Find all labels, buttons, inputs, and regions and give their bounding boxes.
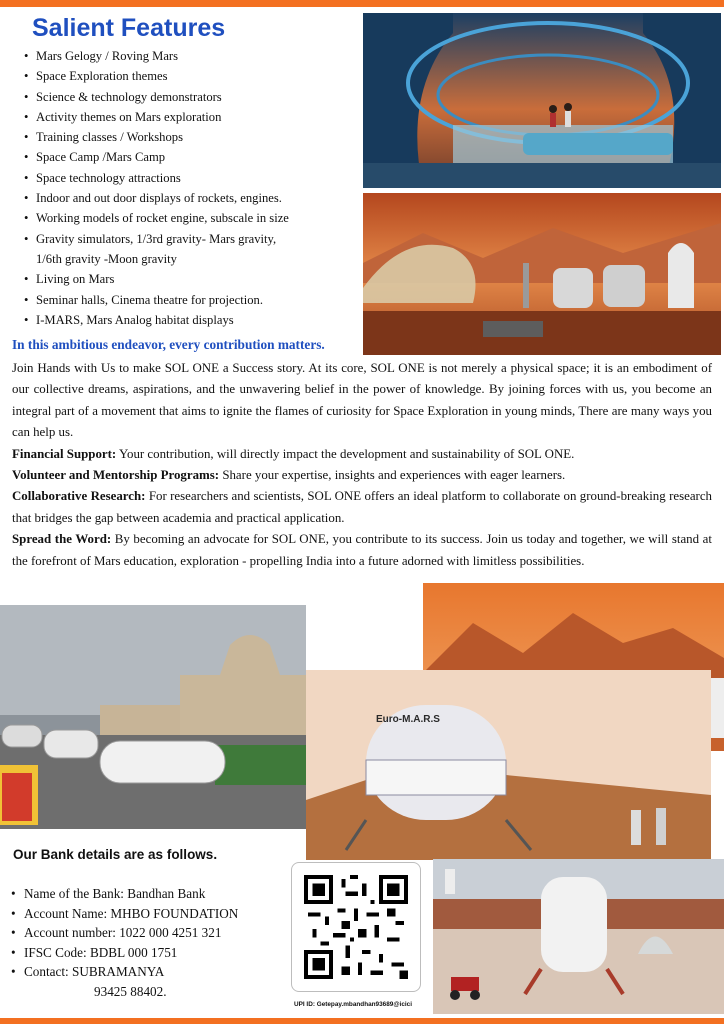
bank-details-title: Our Bank details are as follows. [13, 847, 218, 862]
feature-item [22, 66, 362, 86]
feature-text: Science & technology demonstrators [36, 89, 222, 104]
feature-text: Space Camp /Mars Camp [36, 150, 166, 165]
bottom-accent-bar [0, 1018, 724, 1024]
section-heading: Volunteer and Mentorship Programs: [12, 468, 220, 483]
mars-colony-photo [363, 193, 721, 355]
feature-item [22, 46, 362, 66]
feature-item [22, 229, 362, 270]
feature-item [22, 127, 362, 147]
bank-name: Name of the Bank: Bandhan Bank [24, 886, 206, 901]
upi-qr-code [291, 862, 421, 992]
section-research [12, 486, 712, 529]
feature-item [22, 269, 362, 289]
feature-text: I-MARS, Mars Analog habitat displays [36, 312, 234, 327]
section-volunteer [12, 465, 712, 486]
feature-text: Working models of rocket engine, subscale in size [36, 211, 289, 226]
bank-detail-item [11, 884, 238, 904]
bank-detail-item [11, 962, 238, 1001]
dome-interior-photo [363, 13, 721, 188]
page-title: Salient Features [32, 14, 226, 42]
section-heading: Financial Support: [12, 446, 117, 461]
rocket-display-photo [0, 605, 306, 829]
feature-item [22, 107, 362, 127]
section-heading: Collaborative Research: [12, 489, 146, 504]
feature-item [22, 310, 362, 330]
section-text: Share your expertise, insights and experiences with eager learners. [219, 468, 566, 483]
feature-item [22, 188, 362, 208]
feature-text: Training classes / Workshops [36, 130, 183, 145]
section-text: Your contribution, will directly impact the development and sustainability of SOL ONE. [116, 446, 575, 461]
feature-item [22, 168, 362, 188]
qr-code-icon [304, 875, 408, 979]
tagline: In this ambitious endeavor, every contribution matters. [12, 337, 325, 352]
body-text [12, 358, 712, 572]
euro-mars-habitat-photo [306, 670, 711, 860]
feature-text: Space Exploration themes [36, 69, 168, 84]
bank-details-list [11, 884, 238, 1002]
ifsc-code: IFSC Code: BDBL 000 1751 [24, 944, 178, 960]
feature-text: Indoor and out door displays of rockets, engines. [36, 191, 282, 206]
habitat-label: Euro-M.A.R.S [376, 714, 440, 725]
upi-id: UPI ID: Getepay.mbandhan93689@icici [294, 1001, 412, 1008]
feature-item [22, 208, 362, 228]
section-heading: Spread the Word: [12, 532, 112, 547]
section-financial [12, 444, 712, 465]
feature-item [22, 147, 362, 167]
top-accent-bar [0, 0, 724, 7]
features-list [22, 46, 362, 330]
section-spread [12, 529, 712, 572]
feature-item [22, 290, 362, 310]
section-text: For researchers and scientists, SOL ONE offers an ideal platform to collaborate on ground-breaking research that bridges the gap between academia and practical application. [12, 489, 712, 525]
account-name: Account Name: MHBO FOUNDATION [24, 905, 239, 921]
feature-text: Seminar halls, Cinema theatre for projection. [36, 292, 263, 307]
feature-text: Gravity simulators, 1/3rd gravity- Mars gravity, [36, 231, 277, 246]
bank-detail-item [11, 904, 238, 924]
bank-detail-item [11, 943, 238, 963]
feature-text-continued: 1/6th gravity -Moon gravity [36, 251, 177, 266]
feature-text: Space technology attractions [36, 170, 181, 185]
bank-detail-item [11, 923, 238, 943]
section-text: By becoming an advocate for SOL ONE, you contribute to its success. Join us today and together, we will stand at the forefront of Mars education, exploration - propelling India into a future adorned with limitless possibilities. [12, 532, 712, 568]
contact-phone: 93425 88402. [94, 983, 167, 999]
feature-item [22, 87, 362, 107]
feature-text: Living on Mars [36, 272, 115, 287]
intro-paragraph: Join Hands with Us to make SOL ONE a Success story. At its core, SOL ONE is not merely a physical space; it is an embodiment of our collective dreams, aspirations, and the unwavering belief in the power of knowledge. By joining forces with us, you become an integral part of a movement that aims to ignite the flames of curiosity for Space Exploration in young minds, There are many ways you can help us. [12, 361, 712, 440]
feature-text: Activity themes on Mars exploration [36, 109, 222, 124]
desert-habitat-photo [433, 859, 724, 1014]
contact-name: Contact: SUBRAMANYA [24, 964, 165, 980]
feature-text: Mars Gelogy / Roving Mars [36, 49, 179, 63]
account-number: Account number: 1022 000 4251 321 [24, 925, 222, 941]
